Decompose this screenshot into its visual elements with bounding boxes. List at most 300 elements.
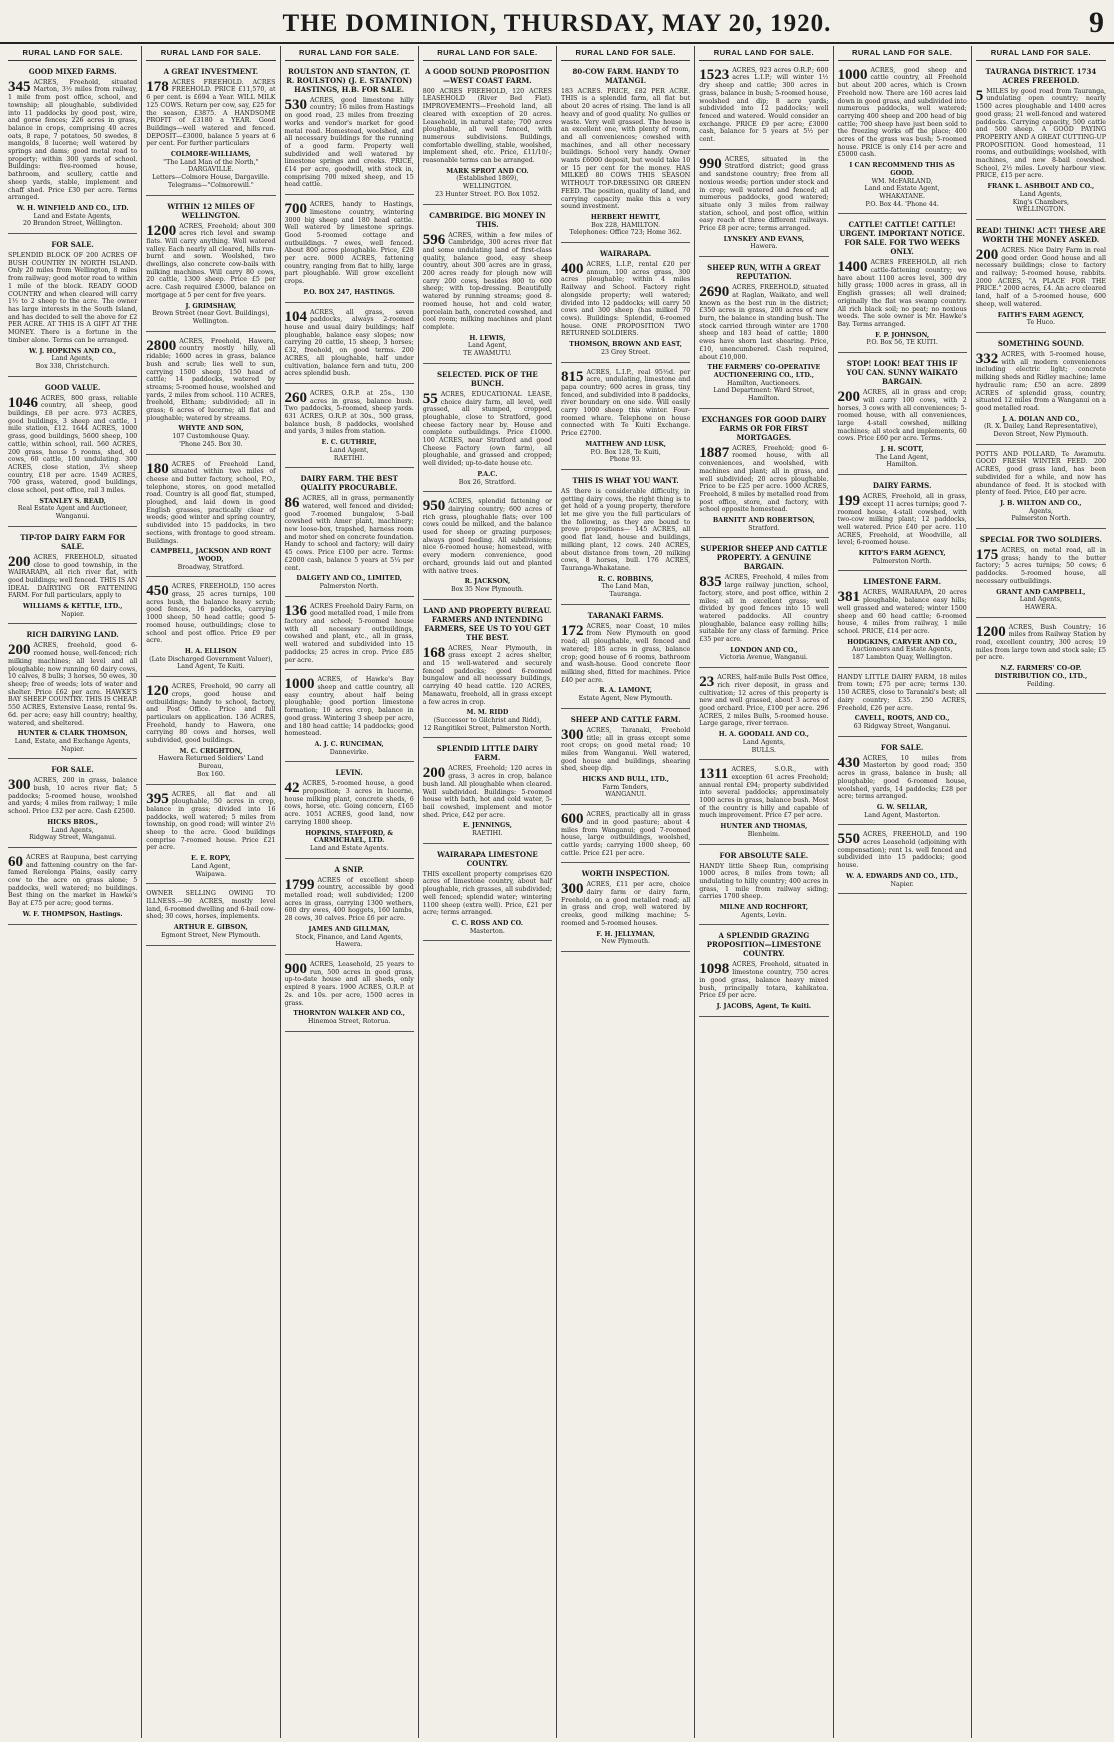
ad-body xyxy=(8,642,137,727)
ad-headline: WAIRARAPA LIMESTONE COUNTRY. xyxy=(437,849,538,868)
classified-columns xyxy=(4,46,1110,1738)
ad-signature-line: Wellington. xyxy=(192,317,229,325)
ad-text: ACRES, L.I.P., rental £20 per annum, 100 acres grass, 300 acres ploughable; within 4 miles Railway and School. Factory right alongside property; well watered; divided into 12 paddocks; will carry 50 cows and 300 sheep (has milked 70 cows). Buildings: Splendid, 6-roomed house. ONE PROPOSITION TWO RETURNED SOLDIERS. xyxy=(561,261,691,338)
ad-signature xyxy=(423,471,552,486)
ad-signature xyxy=(838,162,967,208)
ad-text: ACRES, handy to Hastings, limestone country, wintering 3000 big sheep and 180 head cattle. Well watered by limestone springs. Good 5-roomed cottage and outbuildings. 7 ewes, well fenced. About 800 acres ploughable. Price, £28 per acre. 9000 ACRES, fattening country, ranging from flat to hilly, large part ploughable. Will grow excellent crops. xyxy=(284,201,414,286)
advertisement xyxy=(146,789,275,885)
ad-headline: SHEEP RUN, WITH A GREAT REPUTATION. xyxy=(707,263,821,282)
ad-text: ACRES, situated in the Stratford district; good grass and sandstone country; free from all noxious weeds; portion under stock and in crop; well watered and fenced; all numerous paddocks, good watered; situate only 3 miles from railway station, school, and post office, within easy reach of three different railways. Price £8 per acre; terms arranged. xyxy=(699,155,829,233)
ad-signature-line: H. A. ELLISON xyxy=(184,648,237,655)
advertisement xyxy=(285,959,414,1032)
ad-headline: TARANAKI FARMS. xyxy=(587,610,664,620)
ad-body xyxy=(699,961,828,1000)
ad-lead-figure: 300 xyxy=(561,726,584,743)
advertisement xyxy=(976,622,1106,695)
ad-signature xyxy=(838,332,967,347)
ad-body xyxy=(699,766,828,820)
ad-signature-line: WANGANUI. xyxy=(605,791,647,799)
ad-signature xyxy=(423,578,552,593)
ad-signature xyxy=(8,498,137,521)
ad-text: ACRES, Near Plymouth, in grass except 2 acres shelter, and 15 well-watered and securely fenced paddocks; good 6-roomed bungalow and all necessary buildings, carrying 40 head cattle. 120 ACRES, Manawatu, freehold, all in grass except a few acres in crop. xyxy=(422,644,552,706)
ad-signature-line: E. E. ROPY, xyxy=(191,855,231,863)
ad-signature-line: Land Agents, xyxy=(51,355,94,363)
ad-body xyxy=(8,79,137,202)
ad-signature-line: KITTO'S FARM AGENCY, xyxy=(858,550,946,558)
ad-signature-line: Hawera Returned Soldiers' Land Bureau, xyxy=(158,755,264,771)
ad-signature-line: Farm Tenders, xyxy=(602,783,649,791)
ad-text: ACRES, all grass, seven paddocks, always 2-roomed house and usual dairy buildings; half ploughable, balance easy slopes; now carrying 20 cattle, 15 sheep, 3 horses; £32, freehold, on good terms. 200 ACRES, all ploughable, half under cultivation, balance fern and tutu, 200 acres splendid bush. xyxy=(284,308,414,378)
ad-text: ACRES, FREEHOLD, situated at Raglan, Waikato, and well known as the best run in the district; £350 acres in grass, 200 acres of new burn, the balance in standing bush. The stock carried through winter are 1700 sheep and 183 head of cattle; 1800 ewes have shorn last shearing. Price, £10, unencumbered. Cash required, about £10,000. xyxy=(699,284,829,361)
ad-text: 183 ACRES. PRICE, £82 PER ACRE. THIS is a splendid farm, all flat but about 20 acres of rising. The land is all heavy and of good quality. No gullies or waste. Very well grassed. The house is an excellent one, with plenty of room, and all conveniences; cowshed with machines, and all other necessary buildings. School very handy. Owner wants £6000 deposit, but would take 10 or 15 per cent for the money. HAS MILKED 80 COWS THIS SEASON WITHOUT TOP-DRESSING OR GREEN FEED. The position, quality of land, and carrying capacity make this a very sound investment. xyxy=(561,87,691,211)
ad-signature-line: CAVELL, ROOTS, AND CO., xyxy=(854,715,950,723)
ad-text: ACRES at Raupuna, best carrying and fattening country on the far-famed Rerelonga Plains, easily carry cow to the acre on grass alone; 5 paddocks, well watered; no buildings. Best thing on the market in Hawke's Bay at £75 per acre; good terms. xyxy=(8,853,138,908)
ad-lead-figure: 1046 xyxy=(8,394,38,411)
ad-signature xyxy=(8,603,137,618)
ad-text: ACRES, EDUCATIONAL LEASE, choice dairy farm, all level, well grassed, all stumped, cropped, ploughable, close to Stratford, good cheese factory near by. House and complete outbuildings. Price £1000. 100 ACRES, near Stratford and good Cheese Factory (own farm), all ploughable, and grassed and cropped; well divided; up-to-date house etc. xyxy=(422,390,552,468)
ad-lead-figure: 42 xyxy=(284,780,300,797)
ad-lead-figure: 199 xyxy=(837,493,860,510)
ad-signature-line: The Land Man, xyxy=(601,583,650,591)
ad-text: THIS excellent property comprises 620 acres of limestone country, about half ploughable, rich grasses, all subdivided; well fenced; splendid water; wintering 1100 sheep (extra well). Price, £21 per acre; terms arranged. xyxy=(422,870,552,917)
ad-signature-line: 23 Hunter Street. P.O. Box 1052. xyxy=(435,190,540,198)
ad-signature-line: HICKS AND BULL, LTD., xyxy=(582,776,669,784)
ad-signature-line: Napier. xyxy=(60,610,85,618)
ad-signature-line: New Plymouth. xyxy=(601,938,651,946)
column-1 xyxy=(4,46,142,1738)
ad-body xyxy=(285,877,414,923)
ad-signature-line: Land Agent, xyxy=(329,446,369,454)
ad-lead-figure: 200 xyxy=(975,246,999,263)
column-heading: RURAL LAND FOR SALE. xyxy=(146,48,275,61)
ad-signature-line: WHAKATANE. xyxy=(879,192,925,200)
ad-signature-line: THOMSON, BROWN AND EAST, xyxy=(569,341,682,349)
ad-headline: WAIRARAPA. xyxy=(600,249,652,259)
advertisement xyxy=(8,238,137,377)
ad-text: ACRES, all flat and all ploughable, 50 acres in crop, balance in grass; divided into 16 paddocks, well watered; 5 miles from township, on good road; will winter 2½ sheep to the acre. Good buildings comprise 7-roomed house. Price £21 per acre. xyxy=(146,790,276,852)
ad-signature xyxy=(561,776,690,799)
advertisement xyxy=(699,65,828,150)
column-8 xyxy=(972,46,1110,1738)
ad-signature-line: Tauranga. xyxy=(609,591,642,599)
ad-headline: WITHIN 12 MILES OF WELLINGTON. xyxy=(167,201,255,220)
ad-text: ACRES, S.O.R., with exception 61 acres Freehold; annual rental £94; property subdivided into several paddocks; approximately 1000 acres in grass, balance bush. Most of the country is hilly and capable of much improvement. Price £7 per acre. xyxy=(699,766,829,820)
ad-body xyxy=(423,645,552,707)
ad-signature-line: MILNE AND ROCHFORT, xyxy=(719,904,809,912)
advertisement xyxy=(838,672,967,737)
advertisement xyxy=(8,852,137,925)
ad-headline: LAND AND PROPERTY BUREAU. FARMERS AND INTENDING FARMERS, SEE US TO YOU GET THE BEST. xyxy=(423,605,552,642)
ad-signature-line: Stock, Finance, and Land Agents, xyxy=(295,933,403,941)
ad-text: ACRES, FREEHOLD, 150 acres grass, 25 acres turnips, 100 acres bush, the balance heavy scrub; good fences, 16 paddocks, carrying 1000 sheep, 50 head cattle; good 5-roomed house, outbuildings; close to school and post office. Price £9 per acre. xyxy=(146,583,276,645)
ad-text: ACRES FREEHOLD, all rich cattle-fattening country; we have about 1100 acres level, 300 dry hilly grass; 1000 acres in grass, all in English grasses; all well drained; originally the flat was swamp country. All rich black soil; no peat; no noxious weeds. The sole owner is Mr. Hawke's Bay. Terms arranged. xyxy=(837,259,967,328)
ad-signature xyxy=(146,748,275,779)
ad-headline: EXCHANGES FOR GOOD DAIRY FARMS OR FOR FIRST MORTGAGES. xyxy=(701,414,827,442)
advertisement xyxy=(699,542,828,668)
ad-text: ACRES, L.I.P., real 95½d. per acre, undulating, limestone and papa country; 600 acres in grass, tiny fenced, and subdivided into 8 paddocks, river boundary on one side. Will easily carry 1000 sheep this winter. Four-roomed whare. Telephone on house connected with Te Kuiti Exchange. Price £2700. xyxy=(561,368,691,438)
ad-signature-line: Land and Estate Agent, xyxy=(864,185,940,193)
ad-signature xyxy=(285,741,414,756)
ad-body xyxy=(838,674,967,713)
ad-text: MILES by good road from Tauranga, undulating open country; nearly 1500 acres ploughable and 1400 acres good grass; 21 well-fenced and watered paddocks. Carrying capacity, 500 cattle and 500 sheep. A GOOD PAYING PROPERTY AND A GREAT CUTTING-UP PROPOSITION. Good homestead, 11 rooms, and outbuildings; woolshed, with machines, and new 8-bail cowshed. School, 2½ miles. Lovely harbour view. PRICE, £15 per acre. xyxy=(975,87,1106,180)
ad-signature-line: Wanganui. xyxy=(55,513,90,521)
ad-lead-figure: 200 xyxy=(8,642,31,659)
ad-body xyxy=(976,547,1106,586)
ad-lead-figure: 104 xyxy=(284,308,307,325)
advertisement xyxy=(838,829,967,894)
ad-signature-line: Auctioneers and Estate Agents, xyxy=(851,646,953,654)
ad-signature-line: Brown Street (near Govt. Buildings), xyxy=(152,310,270,318)
ad-signature-line: 63 Ridgway Street, Wanganui. xyxy=(853,723,951,730)
advertisement xyxy=(699,849,828,926)
ad-body xyxy=(976,351,1106,413)
ad-signature-line: ARTHUR E. GIBSON, xyxy=(173,924,248,932)
ad-body xyxy=(285,603,414,665)
ad-signature-line: (Established 1869), xyxy=(456,175,519,183)
ad-lead-figure: 900 xyxy=(284,960,307,977)
ad-lead-figure: 835 xyxy=(699,574,722,591)
ad-body xyxy=(976,624,1106,663)
ad-body xyxy=(561,261,690,338)
ad-text: ACRES, Freehold; 120 acres in grass, 3 acres in crop, balance bush land. All ploughable when cleared. Well subdivided. Buildings: 5-roomed house with bath, hot and cold water, 5-bail cowshed, implement and motor shed. Price, £42 per acre. xyxy=(422,765,552,819)
advertisement xyxy=(423,604,552,739)
ad-signature-line: H. A. GOODALL AND CO., xyxy=(718,731,809,739)
ad-signature-line: RAETIHI. xyxy=(472,830,503,838)
ad-signature-line: The Land Agent, xyxy=(875,453,929,461)
ad-lead-figure: 1200 xyxy=(975,623,1006,640)
ad-signature xyxy=(423,920,552,935)
ad-signature-line: P.A.C. xyxy=(477,470,498,478)
ad-lead-figure: 450 xyxy=(146,583,169,600)
ad-body xyxy=(146,338,275,423)
ad-headline: A GREAT INVESTMENT. xyxy=(163,66,259,76)
ad-text: ACRES, half-mile Bulls Post Office, rich river deposit, in grass and cultivation; 12 acres of this property is new and well grassed, about 3 acres of good orchard. Price, £100 per acre. 296 ACRES, 2 miles Bulls, 5-roomed house. Large garage, river terrace. xyxy=(699,674,829,728)
ad-signature-line: Land and Estate Agents. xyxy=(309,844,389,852)
ad-headline: LEVIN. xyxy=(335,768,363,778)
ad-signature xyxy=(976,589,1106,612)
advertisement xyxy=(146,581,275,677)
ad-body xyxy=(699,67,828,144)
advertisement xyxy=(285,472,414,596)
ad-body xyxy=(838,67,967,159)
ad-body xyxy=(146,791,275,853)
advertisement xyxy=(976,533,1106,618)
ad-headline: THIS IS WHAT YOU WANT. xyxy=(572,475,679,485)
ad-signature-line: R. A. LAMONT, xyxy=(599,687,652,695)
ad-signature xyxy=(838,639,967,662)
ad-signature-line: Palmerston North. xyxy=(872,557,932,565)
ad-lead-figure: 332 xyxy=(975,350,999,367)
ad-lead-figure: 1887 xyxy=(699,444,730,461)
advertisement xyxy=(561,474,690,605)
ad-signature xyxy=(8,348,137,371)
ad-signature-line: Hawera. xyxy=(750,243,778,251)
ad-text: ACRES, of Hawke's Bay sheep and cattle country, all easy country, about half being ploughable; good portion limestone formation; 10 acres crop, balance in good grass. Wintering 3 sheep per acre, and 180 head cattle; 14 paddocks; good homestead. xyxy=(284,676,414,738)
ad-signature xyxy=(561,341,690,356)
ad-lead-figure: 1799 xyxy=(284,876,315,893)
ad-signature-line: Hamilton. xyxy=(886,461,918,469)
ad-signature xyxy=(285,1010,414,1025)
ad-signature xyxy=(423,822,552,837)
ad-signature-line: P.O. Box 56, TE KUITI. xyxy=(866,339,938,347)
ad-lead-figure: 530 xyxy=(284,96,307,113)
ad-lead-figure: 430 xyxy=(837,754,860,771)
ad-signature xyxy=(838,446,967,469)
ad-signature xyxy=(8,911,137,919)
ad-signature-line: F. H. JELLYMAN, xyxy=(596,930,655,938)
ad-text: HANDY LITTLE DAIRY FARM, 18 miles from town; £75 per acre; terms 130. 150 ACRES, close to Taranaki's best; all dairy country; £35. 250 ACRES, Freehold, £26 per acre. xyxy=(837,673,967,712)
advertisement xyxy=(8,628,137,759)
advertisement xyxy=(146,65,275,196)
ad-headline: SPLENDID LITTLE DAIRY FARM. xyxy=(436,744,538,763)
ad-signature-line: Land Agent, Te Kuiti. xyxy=(177,663,245,671)
advertisement xyxy=(699,764,828,844)
advertisement xyxy=(8,381,137,527)
ad-signature-line: I CAN RECOMMEND THIS AS GOOD. xyxy=(849,162,955,177)
ad-signature-line: Phone 93. xyxy=(609,456,642,464)
ad-signature-line: THORNTON WALKER AND CO., xyxy=(293,1010,405,1018)
ad-text: POTTS AND POLLARD, Te Awamutu. GOOD FRESH WINTER FEED. 200 ACRES, good grass land, has been subdivided for a while, and now has abundance of feed. It is stocked with plenty of feed. Price, £40 per acre. xyxy=(975,450,1106,497)
ad-signature-line: W. A. EDWARDS AND CO., LTD., xyxy=(846,872,959,880)
ad-signature xyxy=(976,665,1106,688)
ad-signature-line: Land Agents, xyxy=(1019,596,1062,604)
ad-lead-figure: 400 xyxy=(561,261,584,278)
ad-signature-line: CAMPBELL, JACKSON AND RONT WOOD, xyxy=(150,548,272,563)
ad-text: ACRES, Freehold, all in grass, except 11 acres turnips; good 7-roomed house, 4-stall cowshed, with two-cow milking plant; 12 paddocks, well watered. Price £40 per acre. 110 ACRES, Freehold, at Woodville, all level; 6-roomed house. xyxy=(837,493,967,547)
ad-signature-line: HUNTER & CLARK THOMSON, xyxy=(17,730,128,738)
ad-text: ACRES, within a few miles of Cambridge, 300 acres river flat and some undulating land of first-class quality, balance good, easy sheep country, about 300 acres are in grass, 200 acres ready for plough now will carry 200 cows, besides 800 to 600 sheep; with top-dressing. Beautifully watered by running streams; good 8-roomed house, hot and cold water, porcelain bath, concreted cowshed, and cool room; milking machines and plant complete. xyxy=(422,231,552,331)
ad-signature-line: A. J. C. RUNCIMAN, xyxy=(314,740,384,748)
column-heading: RURAL LAND FOR SALE. xyxy=(561,48,690,61)
ad-headline: CATTLE! CATTLE! CATTLE! URGENT. IMPORTANT NOTICE. FOR SALE. FOR TWO WEEKS ONLY. xyxy=(839,220,965,257)
ad-signature-line: HOPKINS, STAFFORD, & CARMICHAEL, LTD. xyxy=(305,829,394,845)
advertisement xyxy=(146,459,275,578)
ad-text: ACRES, freehold, good 6-roomed house, well-fenced; rich milking machines; all level and all ploughable; now running 60 dairy cows, 10 calves, 8 bulls; 3 horses, 50 ewes, 30 sheep; free of weeds; lots of water and shelter. Price £62 per acre. HAWKE'S BAY SHEEP COUNTRY. THIS IS CHEAP. 550 ACRES, Extensive Lease, rental 9s. 6d. per acre; easy hill country; healthy, watered, and sheltered. xyxy=(8,642,138,727)
ad-signature-line: E. C. GUTHRIE, xyxy=(321,439,377,447)
ad-signature xyxy=(699,904,828,919)
ad-signature-line: J. GRIMSHAW, xyxy=(185,302,237,310)
ad-signature xyxy=(699,517,828,532)
ad-signature-line: FRANK L. ASHBOLT AND CO., xyxy=(987,183,1095,191)
ad-text: ACRES. Nice Dairy Farm in real good order. Good house and all necessary buildings; close to factory and railway; 5-roomed house, rabbits. 2000 ACRES, "A PLACE FOR THE PRICE." 2000 acres, £4. An acre cleared land, half of a 5-roomed house, 600 sheep, well watered. xyxy=(975,246,1106,308)
ad-body xyxy=(423,765,552,819)
ad-signature-line: Land Agent, xyxy=(467,342,507,350)
ad-signature xyxy=(976,416,1106,439)
ad-signature xyxy=(561,931,690,946)
advertisement xyxy=(838,65,967,215)
ad-signature xyxy=(285,926,414,949)
ad-body xyxy=(285,97,414,189)
ad-signature xyxy=(146,303,275,326)
ad-signature xyxy=(8,205,137,228)
ad-body xyxy=(699,674,828,728)
ad-signature-line: 107 Customhouse Quay. xyxy=(172,433,250,441)
ad-text: OWNER SELLING OWING TO ILLNESS.—90 ACRES, mostly level land, 6-roomed dwelling and 6-bail cow-shed; 30 cows, horses, implements. xyxy=(146,890,276,921)
ad-signature xyxy=(285,830,414,853)
ad-lead-figure: 990 xyxy=(699,155,722,172)
ad-body xyxy=(285,390,414,436)
column-heading: RURAL LAND FOR SALE. xyxy=(285,48,414,61)
page-number: 9 xyxy=(1089,6,1104,39)
column-heading: RURAL LAND FOR SALE. xyxy=(8,48,137,61)
ad-headline: A SNIP. xyxy=(334,864,364,874)
ad-signature-line: Real Estate Agent and Auctioneer, xyxy=(17,505,128,513)
advertisement xyxy=(976,224,1106,333)
advertisement xyxy=(423,209,552,364)
ad-headline: A GOOD SOUND PROPOSITION—WEST COAST FARM. xyxy=(425,66,550,85)
ad-lead-figure: 815 xyxy=(561,368,584,385)
ad-signature xyxy=(976,312,1106,327)
ad-signature-line: M. C. CRIGHTON, xyxy=(179,747,243,755)
advertisement xyxy=(285,601,414,671)
advertisement xyxy=(146,888,275,945)
ad-body xyxy=(146,79,275,148)
ad-body xyxy=(561,488,690,573)
ad-signature-line: Box 160. xyxy=(196,770,225,778)
ad-body xyxy=(838,589,967,635)
ad-signature-line: H. LEWIS, xyxy=(469,334,506,342)
ad-signature-line: HODGKINS, CARVER AND CO., xyxy=(847,638,958,646)
ad-lead-figure: 550 xyxy=(837,831,860,848)
ad-signature xyxy=(146,924,275,939)
ad-signature xyxy=(285,289,414,297)
ad-signature-line: Estate Agent, New Plymouth. xyxy=(578,695,673,703)
ad-lead-figure: 168 xyxy=(422,644,446,661)
ad-signature xyxy=(699,1003,828,1011)
advertisement xyxy=(699,929,828,1016)
ad-signature-line: Land Agent, Masterton. xyxy=(864,811,941,819)
ad-signature-line: WELLINGTON. xyxy=(462,183,512,191)
ad-signature-line: J. B. WILTON AND CO., xyxy=(1000,499,1082,507)
advertisement xyxy=(561,247,690,362)
ad-lead-figure: 1200 xyxy=(146,222,177,239)
ad-signature-line: 20 Brandon Street, Wellington. xyxy=(22,220,123,228)
ad-text: ACRES, 5-roomed house, a good proposition; 3 acres in lucerne, house milking plant, concrete sheds, 6 cows, horse, etc. Going concern, £165 acre. 1051 ACRES, good land, now carrying 1800 sheep. xyxy=(284,780,414,826)
ad-signature xyxy=(561,441,690,464)
ad-headline: SELECTED. PICK OF THE BUNCH. xyxy=(436,369,538,388)
ad-signature-line: HERBERT HEWITT, xyxy=(590,213,661,221)
ad-body xyxy=(838,493,967,547)
ad-body xyxy=(838,755,967,801)
ad-text: ACRES, £11 per acre, choice dairy farm or dairy farm, Freehold, on a good metalled road; all in grass and crop, well watered by creeks, good milking machine; 5-roomed and 5-roomed houses. xyxy=(561,881,691,927)
ad-body xyxy=(699,284,828,361)
advertisement xyxy=(838,479,967,571)
ad-signature-line: WHYTE AND SON, xyxy=(178,425,244,433)
ad-body xyxy=(976,451,1106,497)
ad-headline: FOR SALE. xyxy=(880,742,924,752)
ad-lead-figure: 600 xyxy=(561,811,584,828)
ad-body xyxy=(838,259,967,328)
ad-signature-line: Masterton. xyxy=(469,927,505,935)
ad-text: ACRES, O.R.P. at 25s., 130 acres in grass, balance bush. Two paddocks, 5-roomed, sheep yards. 631 ACRES, O.R.P. at 30s., 500 grass, balance bush, 8 paddocks, woolshed and yards, 3 miles from station. xyxy=(284,389,414,436)
ad-signature-line: LYNSKEY AND EVANS, xyxy=(723,235,805,243)
ad-lead-figure: 200 xyxy=(837,389,860,406)
ad-lead-figure: 200 xyxy=(8,553,31,570)
ad-text: ACRES, Bush Country; 16 miles from Railway Station by road, excellent country, 300 acres; 19 miles from large town and stock sale; £5 per acre. xyxy=(975,623,1106,662)
advertisement xyxy=(8,531,137,625)
ad-signature-line: Palmerston North. xyxy=(319,582,379,590)
ad-text: ACRES of excellent sheep country, accessible by good metalled road; well subdivided; 1200 acres in grass, carrying 1300 wethers, 600 dry ewes, 400 hoggets, 160 lambs, 28 cows, 30 calves. Price £6 per acre. xyxy=(284,876,414,923)
advertisement xyxy=(561,609,690,709)
ad-body xyxy=(699,445,828,514)
ad-headline: CAMBRIDGE. BIG MONEY IN THIS. xyxy=(429,210,546,229)
ad-body xyxy=(285,780,414,826)
ad-text: ACRES, WAIRARAPA, 20 acres ploughable, balance easy hills; well grassed and watered; winter 1500 sheep and 60 head cattle; 6-roomed house, 4 miles from railway, 1 mile school. PRICE, £14 per acre. xyxy=(837,589,967,635)
ad-signature xyxy=(8,819,137,842)
ad-headline: WORTH INSPECTION. xyxy=(581,869,670,879)
ad-signature-line: M. M. RIDD xyxy=(466,709,509,717)
ad-text: ACRES, FREEHOLD, situated close to good township, in the WAIRARAPA, all rich river flat, with good buildings; well fenced. THIS IS AN IDEAL DAIRYING OR FATTENING FARM. For full particulars, apply to xyxy=(8,553,138,600)
advertisement xyxy=(699,672,828,760)
column-heading: RURAL LAND FOR SALE. xyxy=(423,48,552,61)
ad-text: ACRES, 923 acres O.R.P.; 600 acres L.I.P.; will winter 1½ dry sheep and cattle; 300 acres in grass, balance in bush; 5-roomed house, woolshed and dip; 8 acre yards; subdivided into 12 paddocks; well fenced and watered. Would consider an exchange. PRICE £9 per acre; £3000 cash, balance for 5 years at 5½ per cent. xyxy=(699,66,829,144)
ad-body xyxy=(699,156,828,233)
ad-lead-figure: 60 xyxy=(8,853,23,870)
ad-lead-figure: 1523 xyxy=(699,66,730,83)
ad-signature-line: HAWERA. xyxy=(1024,603,1057,611)
ad-signature-line: J. A. DOLAN AND CO., xyxy=(1002,415,1080,423)
ad-signature-line: 23 Grey Street. xyxy=(601,348,651,356)
advertisement xyxy=(838,357,967,475)
ad-signature-line: W. F. THOMPSON, Hastings. xyxy=(22,910,123,918)
ad-signature xyxy=(423,335,552,358)
ad-text: ACRES, Freehold, Hawera, country mostly hilly, all ridable; 1600 acres in grass, balance bush and scrub; lies well to sun, carrying 1500 sheep, 150 head of cattle; 14 paddocks, watered by streams; 5-roomed house, woolshed and yards, 2 miles from school. 110 ACRES, freehold, Eltham; subdivided; all in grass; 6 acres of lucerne; all flat and ploughable; watered by streams. xyxy=(146,337,276,422)
ad-text: ACRES, 200 in grass, balance bush, 10 acres river flat; 5 paddocks; 5-roomed house, woolshed and yards; 4 miles from railway; 1 mile school. Price £32 per acre. Cash £2500. xyxy=(8,777,138,816)
ad-signature-line: W. H. WINFIELD AND CO., LTD. xyxy=(16,204,129,212)
ad-signature-line: TE AWAMUTU. xyxy=(463,350,512,358)
ad-body xyxy=(285,201,414,286)
ad-signature-line: Box 35 New Plymouth. xyxy=(450,585,524,593)
ad-text: ACRES, on metal road, all in grass; handy to the butter factory; 5 acres turnips; 50 cows; 6 paddocks. 5-roomed house, all necessary outbuildings. xyxy=(975,547,1106,585)
ad-body xyxy=(423,232,552,332)
ad-signature-line: P.O. Box 44. 'Phone 44. xyxy=(865,200,939,208)
ad-body xyxy=(561,881,690,927)
ad-body xyxy=(146,223,275,300)
ad-text: AS there is considerable difficulty, in getting dairy cows, the right thing is to get hold of a young property, therefore let me give you the full particulars of the following, as they are bound to prove propositions— 145 ACRES, all good flat land, house and buildings, milking plant, 12 cows. 240 ACRES, about distance from town, 20 milking cows, 8 horses, bull. 176 ACRES, Tauranga-Whakatane. xyxy=(561,487,691,572)
ad-body xyxy=(561,623,690,685)
ad-signature-line: 'Phone 245. Box 30. xyxy=(179,440,243,448)
advertisement xyxy=(561,867,690,952)
ad-signature-line: J. JACOBS, Agent, Te Kuiti. xyxy=(716,1002,812,1010)
ad-body xyxy=(423,391,552,468)
ad-body xyxy=(838,389,967,443)
advertisement xyxy=(423,742,552,843)
ad-signature xyxy=(699,647,828,662)
ad-body xyxy=(146,683,275,745)
advertisement xyxy=(838,741,967,826)
ad-lead-figure: 345 xyxy=(8,78,31,95)
advertisement xyxy=(8,65,137,234)
ad-signature xyxy=(976,500,1106,523)
ad-signature-line: Victoria Avenue, Wanganui. xyxy=(719,654,808,662)
ad-signature-line: Hawera. xyxy=(335,941,363,949)
ad-headline: LIMESTONE FARM. xyxy=(863,577,942,587)
ad-signature-line: Hinemoa Street, Rotorua. xyxy=(307,1017,391,1025)
advertisement xyxy=(423,496,552,599)
ad-lead-figure: 395 xyxy=(146,790,169,807)
ad-text: ACRES, all in grass, permanently watered, well fenced and divided; good 7-roomed bungalow, 5-bail cowshed with Amer plant, machinery; new loose-box, trapshed, harness room and motor shed on concrete foundation. Handy to school and factory; will dairy 45 cows. Price £100 per acre. Terms: £2000 cash, balance 5 years at 5¼ per cent. xyxy=(284,495,414,572)
ad-signature xyxy=(146,855,275,878)
ad-signature-line: Hamilton, Auctioneers. xyxy=(726,379,801,387)
ad-signature-line: R. C. ROBBINS, xyxy=(597,575,654,583)
ad-headline: FOR ABSOLUTE SALE. xyxy=(719,850,809,860)
ad-headline: FOR SALE. xyxy=(51,765,94,775)
ad-signature-line: LONDON AND CO., xyxy=(730,646,798,654)
ad-signature-line: Broadway, Stratford. xyxy=(177,563,245,571)
ad-text: ACRES, 800 grass, reliable country, all sheep, good buildings, £8 per acre. 973 ACRES, good buildings, 3 sheep and cattle, 1 mile station, £12. 1644 ACRES, 1000 grass, good buildings, 5600 sheep, 100 cattle, within school, rail. 560 ACRES, 200 grass, house 5 rooms, shed, 40 cows, 60 cattle, 100 undulating. 300 ACRES, close station, 3½ sheep country, £18 per acre. 1549 ACRES, 700 grass, watered, good buildings, close school, post office, rail 3 miles. xyxy=(8,394,138,495)
ad-lead-figure: 1000 xyxy=(284,676,315,693)
ad-headline: READ! THINK! ACT! THESE ARE WORTH THE MONEY ASKED. xyxy=(976,225,1106,244)
